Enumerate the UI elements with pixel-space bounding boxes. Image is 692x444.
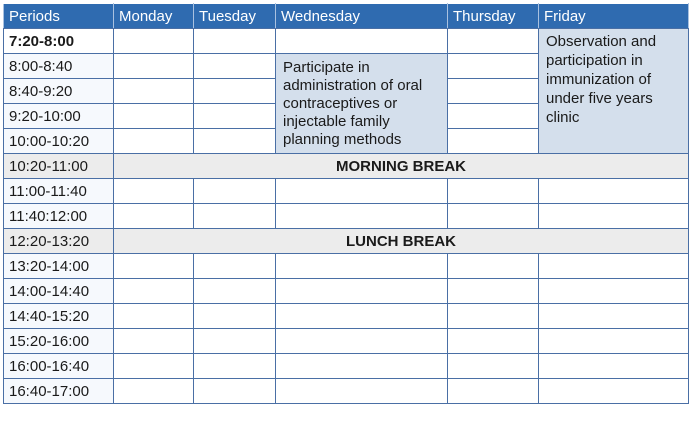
schedule-cell bbox=[114, 379, 194, 404]
schedule-cell bbox=[448, 254, 539, 279]
schedule-cell bbox=[114, 304, 194, 329]
table-row bbox=[4, 304, 689, 329]
timetable bbox=[3, 3, 689, 404]
schedule-cell bbox=[114, 179, 194, 204]
period-cell: 14:40-15:20 bbox=[4, 304, 114, 329]
table-row bbox=[4, 354, 689, 379]
schedule-cell bbox=[539, 204, 689, 229]
schedule-cell bbox=[276, 329, 448, 354]
header-wednesday: Wednesday bbox=[276, 4, 448, 29]
period-cell: 10:20-11:00 bbox=[4, 154, 114, 179]
schedule-cell bbox=[194, 104, 276, 129]
schedule-cell bbox=[448, 79, 539, 104]
header-row bbox=[4, 4, 689, 29]
schedule-cell bbox=[539, 304, 689, 329]
schedule-cell bbox=[276, 379, 448, 404]
schedule-cell bbox=[194, 204, 276, 229]
schedule-cell bbox=[448, 179, 539, 204]
schedule-cell bbox=[114, 354, 194, 379]
schedule-cell bbox=[114, 54, 194, 79]
schedule-cell bbox=[194, 329, 276, 354]
header-monday: Monday bbox=[114, 4, 194, 29]
schedule-cell bbox=[194, 129, 276, 154]
lunch-break-label: LUNCH BREAK bbox=[114, 229, 689, 254]
schedule-cell bbox=[194, 304, 276, 329]
table-row bbox=[4, 179, 689, 204]
schedule-cell bbox=[194, 54, 276, 79]
period-cell: 11:00-11:40 bbox=[4, 179, 114, 204]
schedule-cell bbox=[194, 254, 276, 279]
schedule-cell bbox=[448, 304, 539, 329]
schedule-cell bbox=[194, 279, 276, 304]
period-cell: 11:40:12:00 bbox=[4, 204, 114, 229]
period-cell: 15:20-16:00 bbox=[4, 329, 114, 354]
table-row bbox=[4, 29, 689, 54]
header-tuesday: Tuesday bbox=[194, 4, 276, 29]
period-cell: 8:40-9:20 bbox=[4, 79, 114, 104]
schedule-cell bbox=[448, 329, 539, 354]
period-cell: 9:20-10:00 bbox=[4, 104, 114, 129]
table-row bbox=[4, 379, 689, 404]
schedule-cell bbox=[276, 179, 448, 204]
period-cell: 14:00-14:40 bbox=[4, 279, 114, 304]
period-cell: 10:00-10:20 bbox=[4, 129, 114, 154]
schedule-cell bbox=[448, 104, 539, 129]
period-cell: 16:40-17:00 bbox=[4, 379, 114, 404]
schedule-cell bbox=[276, 254, 448, 279]
table-row bbox=[4, 329, 689, 354]
schedule-cell bbox=[539, 254, 689, 279]
schedule-cell bbox=[194, 29, 276, 54]
schedule-cell bbox=[194, 79, 276, 104]
schedule-cell bbox=[114, 279, 194, 304]
schedule-cell bbox=[276, 204, 448, 229]
schedule-cell bbox=[539, 354, 689, 379]
schedule-cell bbox=[114, 79, 194, 104]
header-periods: Periods bbox=[4, 4, 114, 29]
period-cell: 7:20-8:00 bbox=[4, 29, 114, 54]
schedule-cell bbox=[448, 379, 539, 404]
schedule-cell bbox=[276, 304, 448, 329]
schedule-cell bbox=[194, 179, 276, 204]
schedule-cell bbox=[448, 279, 539, 304]
morning-break-row bbox=[4, 154, 689, 179]
schedule-cell bbox=[114, 129, 194, 154]
schedule-cell bbox=[539, 279, 689, 304]
period-cell: 13:20-14:00 bbox=[4, 254, 114, 279]
wednesday-activity-cell: Participate in administration of oral contraceptives or injectable family planning methods bbox=[276, 54, 448, 154]
table-row bbox=[4, 279, 689, 304]
schedule-cell bbox=[276, 354, 448, 379]
schedule-cell bbox=[194, 379, 276, 404]
table-row bbox=[4, 254, 689, 279]
period-cell: 16:00-16:40 bbox=[4, 354, 114, 379]
schedule-cell bbox=[539, 329, 689, 354]
schedule-cell bbox=[539, 179, 689, 204]
schedule-cell bbox=[276, 279, 448, 304]
table-row bbox=[4, 204, 689, 229]
schedule-cell bbox=[539, 379, 689, 404]
schedule-cell bbox=[448, 204, 539, 229]
schedule-cell bbox=[448, 354, 539, 379]
lunch-break-row bbox=[4, 229, 689, 254]
schedule-cell bbox=[194, 354, 276, 379]
timetable-container bbox=[3, 3, 689, 404]
period-cell: 12:20-13:20 bbox=[4, 229, 114, 254]
schedule-cell bbox=[114, 104, 194, 129]
header-thursday: Thursday bbox=[448, 4, 539, 29]
schedule-cell bbox=[114, 204, 194, 229]
schedule-cell bbox=[448, 129, 539, 154]
schedule-cell bbox=[114, 29, 194, 54]
schedule-cell bbox=[114, 329, 194, 354]
schedule-cell bbox=[448, 54, 539, 79]
schedule-cell bbox=[114, 254, 194, 279]
header-friday: Friday bbox=[539, 4, 689, 29]
friday-activity-cell: Observation and participation in immunization of under five years clinic bbox=[539, 29, 689, 154]
morning-break-label: MORNING BREAK bbox=[114, 154, 689, 179]
period-cell: 8:00-8:40 bbox=[4, 54, 114, 79]
schedule-cell bbox=[448, 29, 539, 54]
schedule-cell bbox=[276, 29, 448, 54]
